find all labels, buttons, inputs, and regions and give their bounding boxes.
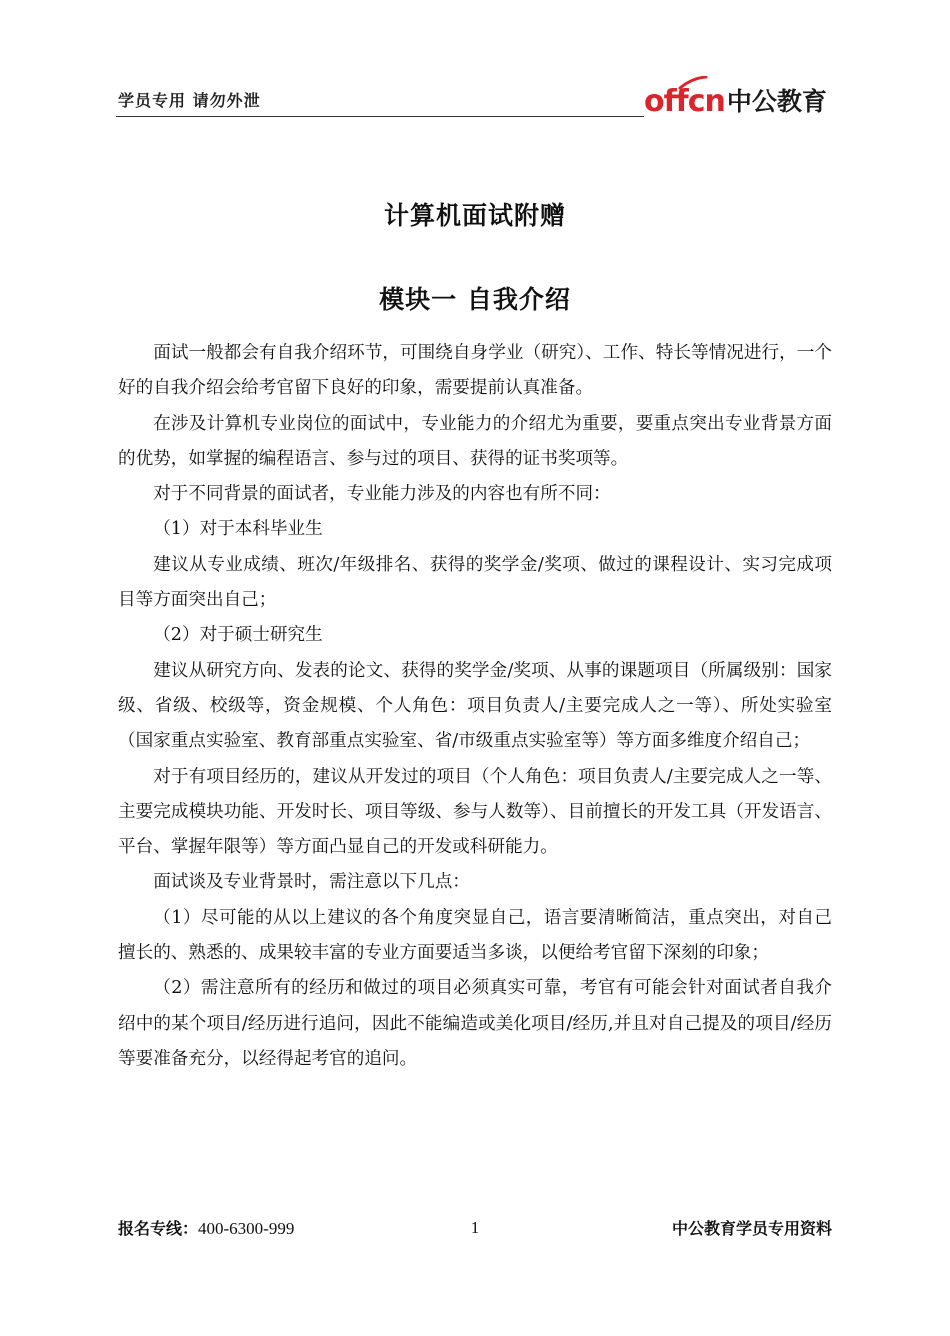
paragraph: 面试一般都会有自我介绍环节，可围绕自身学业（研究）、工作、特长等情况进行，一个好的自我介绍会给考官留下良好的印象，需要提前认真准备。 (118, 343, 832, 399)
offcn-logo (644, 80, 827, 120)
logo-latin-text: offcn (644, 84, 725, 119)
page-number: 1 (470, 1218, 480, 1237)
paragraph: 在涉及计算机专业岗位的面试中，专业能力的介绍尤为重要，要重点突出专业背景方面的优势，如掌握的编程语言、参与过的项目、获得的证书奖项等。 (118, 413, 832, 469)
paragraph-subheading: （2）对于硕士研究生 (153, 625, 323, 646)
body-text (118, 336, 832, 1077)
logo-swoosh-icon (678, 76, 708, 90)
paragraph: （1）尽可能的从以上建议的各个角度突显自己，语言要清晰简洁，重点突出，对自己擅长的、熟悉的、成果较丰富的专业方面要适当多谈，以便给考官留下深刻的印象； (118, 907, 832, 964)
document-title: 计算机面试附赠 (383, 201, 566, 230)
paragraph: 建议从专业成绩、班次/年级排名、获得的奖学金/奖项、做过的课程设计、实习完成项目等方面突出自己； (118, 554, 832, 611)
paragraph: 对于不同背景的面试者，专业能力涉及的内容也有所不同： (153, 484, 611, 505)
header-notice: 学员专用 请勿外泄 (118, 91, 261, 110)
paragraph: 面试谈及专业背景时，需注意以下几点： (153, 872, 470, 893)
hotline-label: 报名专线： (118, 1219, 199, 1238)
section-title: 模块一 自我介绍 (379, 285, 571, 314)
hotline-number: 400-6300-999 (198, 1219, 295, 1238)
header-divider (116, 116, 644, 117)
paragraph: 对于有项目经历的，建议从开发过的项目（个人角色：项目负责人/主要完成人之一等、主要完成模块功能、开发时长、项目等级、参与人数等）、目前擅长的开发工具（开发语言、平台、掌握年限等）等方面凸显自己的开发或科研能力。 (118, 766, 832, 858)
logo-chinese-text: 中公教育 (726, 87, 827, 116)
footer-right-text: 中公教育学员专用资料 (671, 1219, 832, 1238)
paragraph: 建议从研究方向、发表的论文、获得的奖学金/奖项、从事的课题项目（所属级别：国家级、省级、校级等，资金规模、个人角色：项目负责人/主要完成人之一等）、所处实验室（国家重点实验室、教育部重点实验室、省/市级重点实验室等）等方面多维度介绍自己； (118, 660, 832, 752)
paragraph: （2）需注意所有的经历和做过的项目必须真实可靠，考官有可能会针对面试者自我介绍中的某个项目/经历进行追问，因此不能编造或美化项目/经历,并且对自己提及的项目/经历等要准备充分，以经得起考官的追问。 (118, 978, 832, 1069)
paragraph-subheading: （1）对于本科毕业生 (153, 519, 323, 540)
